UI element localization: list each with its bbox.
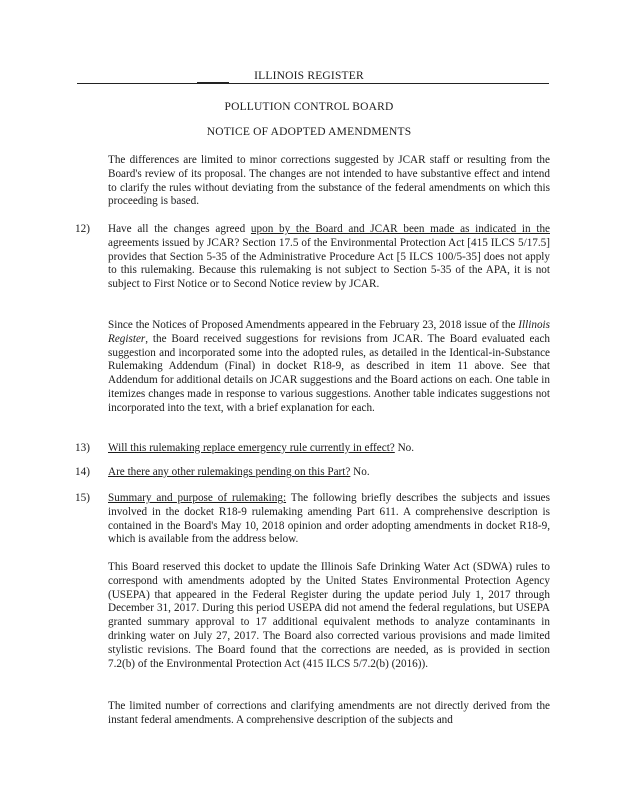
register-title: ILLINOIS REGISTER — [254, 70, 364, 82]
item-number: 15) — [75, 492, 90, 504]
item-14-text — [108, 466, 550, 480]
register-italic: Illinois Register — [108, 319, 550, 345]
item-15-text — [108, 492, 550, 547]
item-15-answer: The following briefly describes the subjects and issues involved in the docket R18-9 rulemaking amending Part 611. A comprehensive description is contained in the Board's May 10, 2018 opinion and order adopting amendments in docket R18-9, which is available from the address below. — [108, 492, 550, 546]
item-13-text — [108, 442, 550, 456]
item-12-answer: Section 17.5 of the Environmental Protection Act [415 ILCS 5/17.5] provides that Section 5-35 of the Administrative Procedure Act [5 ILCS 100/5-35] does not apply to this rulemaking. Because this rulemaking is not subject to Section 5-35 of the APA, it is not subject to First Notice or to Second Notice review by JCAR. — [108, 236, 551, 291]
item-12-question-start: Have all the changes agreed — [108, 223, 251, 235]
item-13-answer: No. — [394, 442, 415, 454]
item-number: 14) — [75, 466, 90, 478]
notice-title: NOTICE OF ADOPTED AMENDMENTS — [206, 126, 412, 138]
item-15-heading: Summary and purpose of rulemaking: — [108, 492, 287, 504]
item-12-text — [108, 223, 550, 292]
item-15-paragraph-2: This Board reserved this docket to update the Illinois Safe Drinking Water Act (SDWA) rules to correspond with amendments adopted by the United States Environmental Protection Agency (USEPA) that appeared in the Federal Register during the update period July 1, 2017 through December 31, 2017. During this period USEPA did not amend the federal regulations, but USEPA granted summary approval to 17 additional equivalent methods to analyze contaminants in drinking water on July 27, 2017. The Board also corrected various provisions and made limited stylistic revisions. The Board found that the corrections are needed, as is provided in section 7.2(b) of the Environmental Protection Act (415 ILCS 5/7.2(b) (2016)). — [108, 561, 550, 670]
item-number: 13) — [75, 442, 90, 454]
item-12-question-end: agreements issued by JCAR? — [108, 236, 240, 249]
agency-title: POLLUTION CONTROL BOARD — [224, 101, 394, 113]
item-13-question: Will this rulemaking replace emergency rule currently in effect? — [108, 442, 395, 454]
item-number: 12) — [75, 223, 90, 235]
item-14-answer: No. — [350, 466, 370, 478]
item-12-followup: Since the Notices of Proposed Amendments appeared in the February 23, 2018 issue of the Illinois Register, the Board received suggestions for revisions from JCAR. The Board evaluated each suggestion and incorporated some into the adopted rules, as detailed in the Identical-in-Substance Rulemaking Addendum (Final) in docket R18-9, as described in item 11 above. See that Addendum for additional details on JCAR suggestions and the Board actions on each. One table in itemizes changes made in response to various suggestions. Another table indicates suggestions not incorporated into the text, with a brief explanation for each. — [108, 319, 550, 414]
item-15-paragraph-3: The limited number of corrections and clarifying amendments are not directly derived from the instant federal amendments. A comprehensive description of the subjects and — [108, 700, 550, 726]
intro-paragraph: The differences are limited to minor corrections suggested by JCAR staff or resulting from the Board's review of its proposal. The changes are not intended to have substantive effect and intend to clarify the rules without deviating from the substance of the federal amendments on which this proceeding is based. — [108, 154, 550, 208]
item-12-question-underlined: upon by the Board and JCAR been made as indicated in the — [250, 223, 550, 235]
item-14-question: Are there any other rulemakings pending on this Part? — [108, 466, 351, 478]
header-rule — [77, 83, 549, 84]
